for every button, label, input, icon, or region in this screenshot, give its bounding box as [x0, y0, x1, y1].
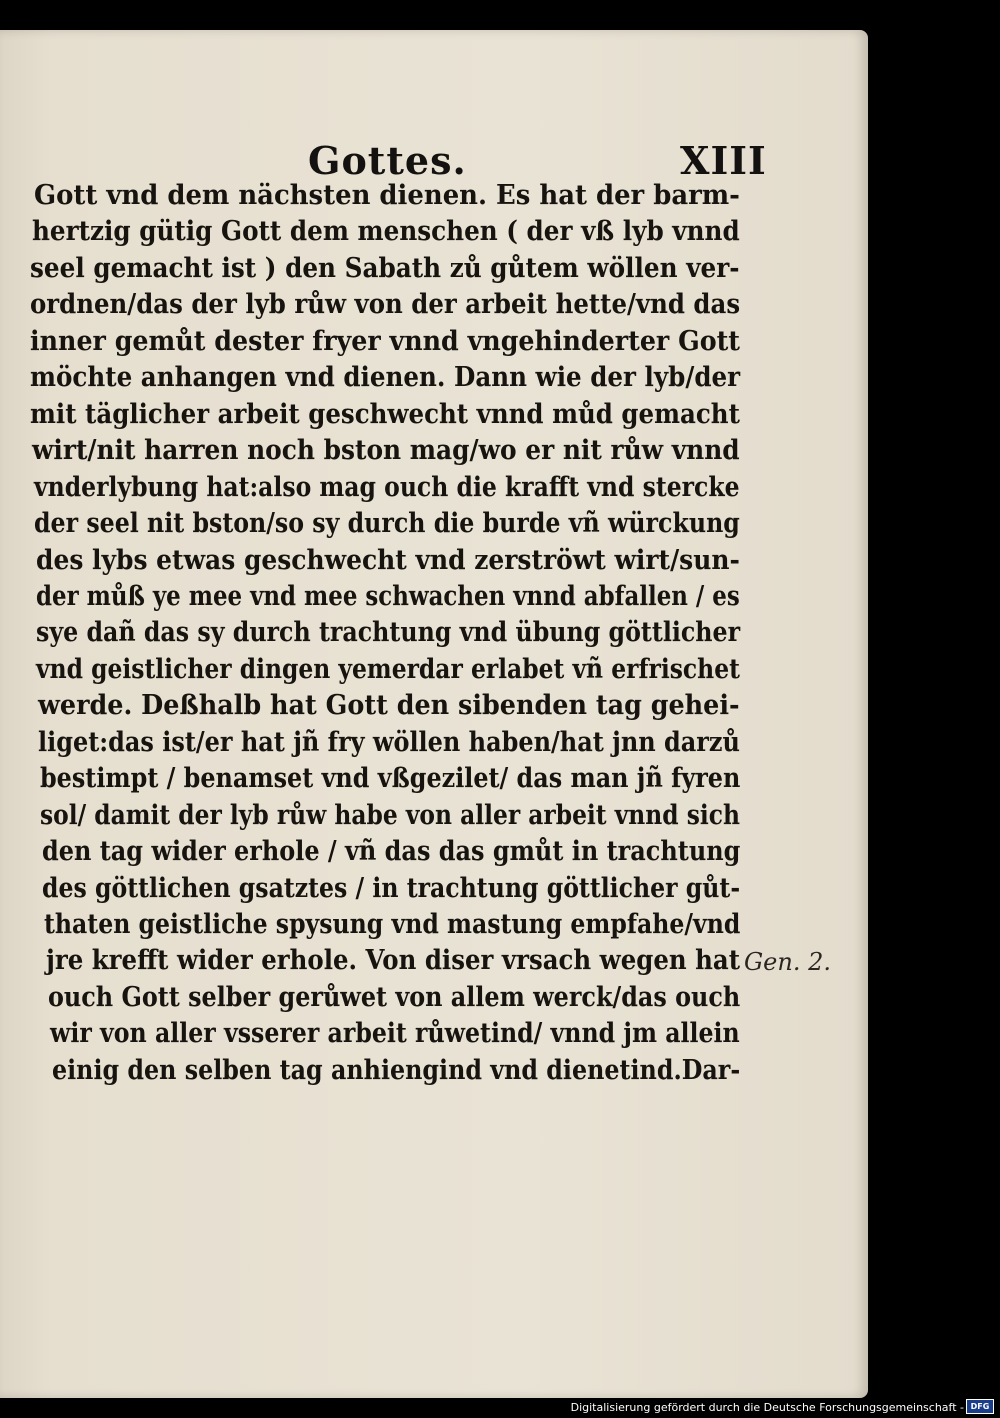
- folio-number: XIII: [680, 138, 767, 183]
- text-line: ouch Gott selber gerůwet von allem werck/das ouch: [48, 981, 741, 1013]
- text-line: möchte anhangen vnd dienen. Dann wie der lyb/der: [30, 362, 741, 394]
- digitization-credit: Digitalisierung gefördert durch die Deutsche Forschungsgemeinschaft -: [570, 1401, 964, 1414]
- text-line: thaten geistliche spysung vnd mastung empfahe/vnd: [44, 909, 741, 940]
- text-line: jre krefft wider erhole. Von diser vrsach wegen hat: [46, 945, 741, 977]
- text-line: Gott vnd dem nächsten dienen. Es hat der barm-: [34, 180, 740, 211]
- running-header-title: Gottes.: [308, 138, 467, 183]
- text-line: wirt/nit harren noch bston mag/wo er nit růw vnnd: [32, 435, 740, 467]
- dfg-logo: DFG: [966, 1399, 994, 1414]
- text-line: liget:das ist/er hat jñ fry wöllen haben/hat jnn darzů: [38, 726, 740, 758]
- text-line: des göttlichen gsatztes / in trachtung göttlicher gůt-: [42, 872, 741, 904]
- book-page: [0, 30, 868, 1398]
- text-line: des lybs etwas geschwecht vnd zerströwt wirt/sun-: [36, 544, 740, 576]
- text-line: ordnen/das der lyb růw von der arbeit hette/vnd das: [30, 289, 741, 321]
- text-line: mit täglicher arbeit geschwecht vnnd můd gemacht: [30, 398, 740, 430]
- text-line: einig den selben tag anhiengind vnd dienetind.Dar-: [52, 1054, 741, 1086]
- text-line: bestimpt / benamset vnd vßgezilet/ das man jñ fyren: [40, 763, 741, 795]
- text-line: der seel nit bston/so sy durch die burde vñ würckung: [34, 508, 740, 540]
- text-line: den tag wider erhole / vñ das das gmůt in trachtung: [42, 836, 741, 868]
- text-line: sye dañ das sy durch trachtung vnd übung göttlicher: [36, 617, 741, 649]
- text-line: der můß ye mee vnd mee schwachen vnnd abfallen / es: [36, 580, 740, 612]
- text-line: vnderlybung hat:also mag ouch die krafft vnd stercke: [34, 471, 740, 503]
- text-line: wir von aller vsserer arbeit růwetind/ vnnd jm allein: [50, 1018, 740, 1050]
- text-line: werde. Deßhalb hat Gott den sibenden tag gehei-: [38, 690, 740, 722]
- margin-note: Gen. 2.: [744, 948, 831, 976]
- text-line: vnd geistlicher dingen yemerdar erlabet vñ erfrischet: [36, 653, 740, 685]
- text-line: hertzig gütig Gott dem menschen ( der vß lyb vnnd: [32, 216, 740, 248]
- text-line: inner gemůt dester fryer vnnd vngehinderter Gott: [30, 325, 741, 357]
- text-line: sol/ damit der lyb růw habe von aller arbeit vnnd sich: [40, 799, 740, 831]
- text-line: seel gemacht ist ) den Sabath zů gůtem wöllen ver-: [30, 252, 740, 284]
